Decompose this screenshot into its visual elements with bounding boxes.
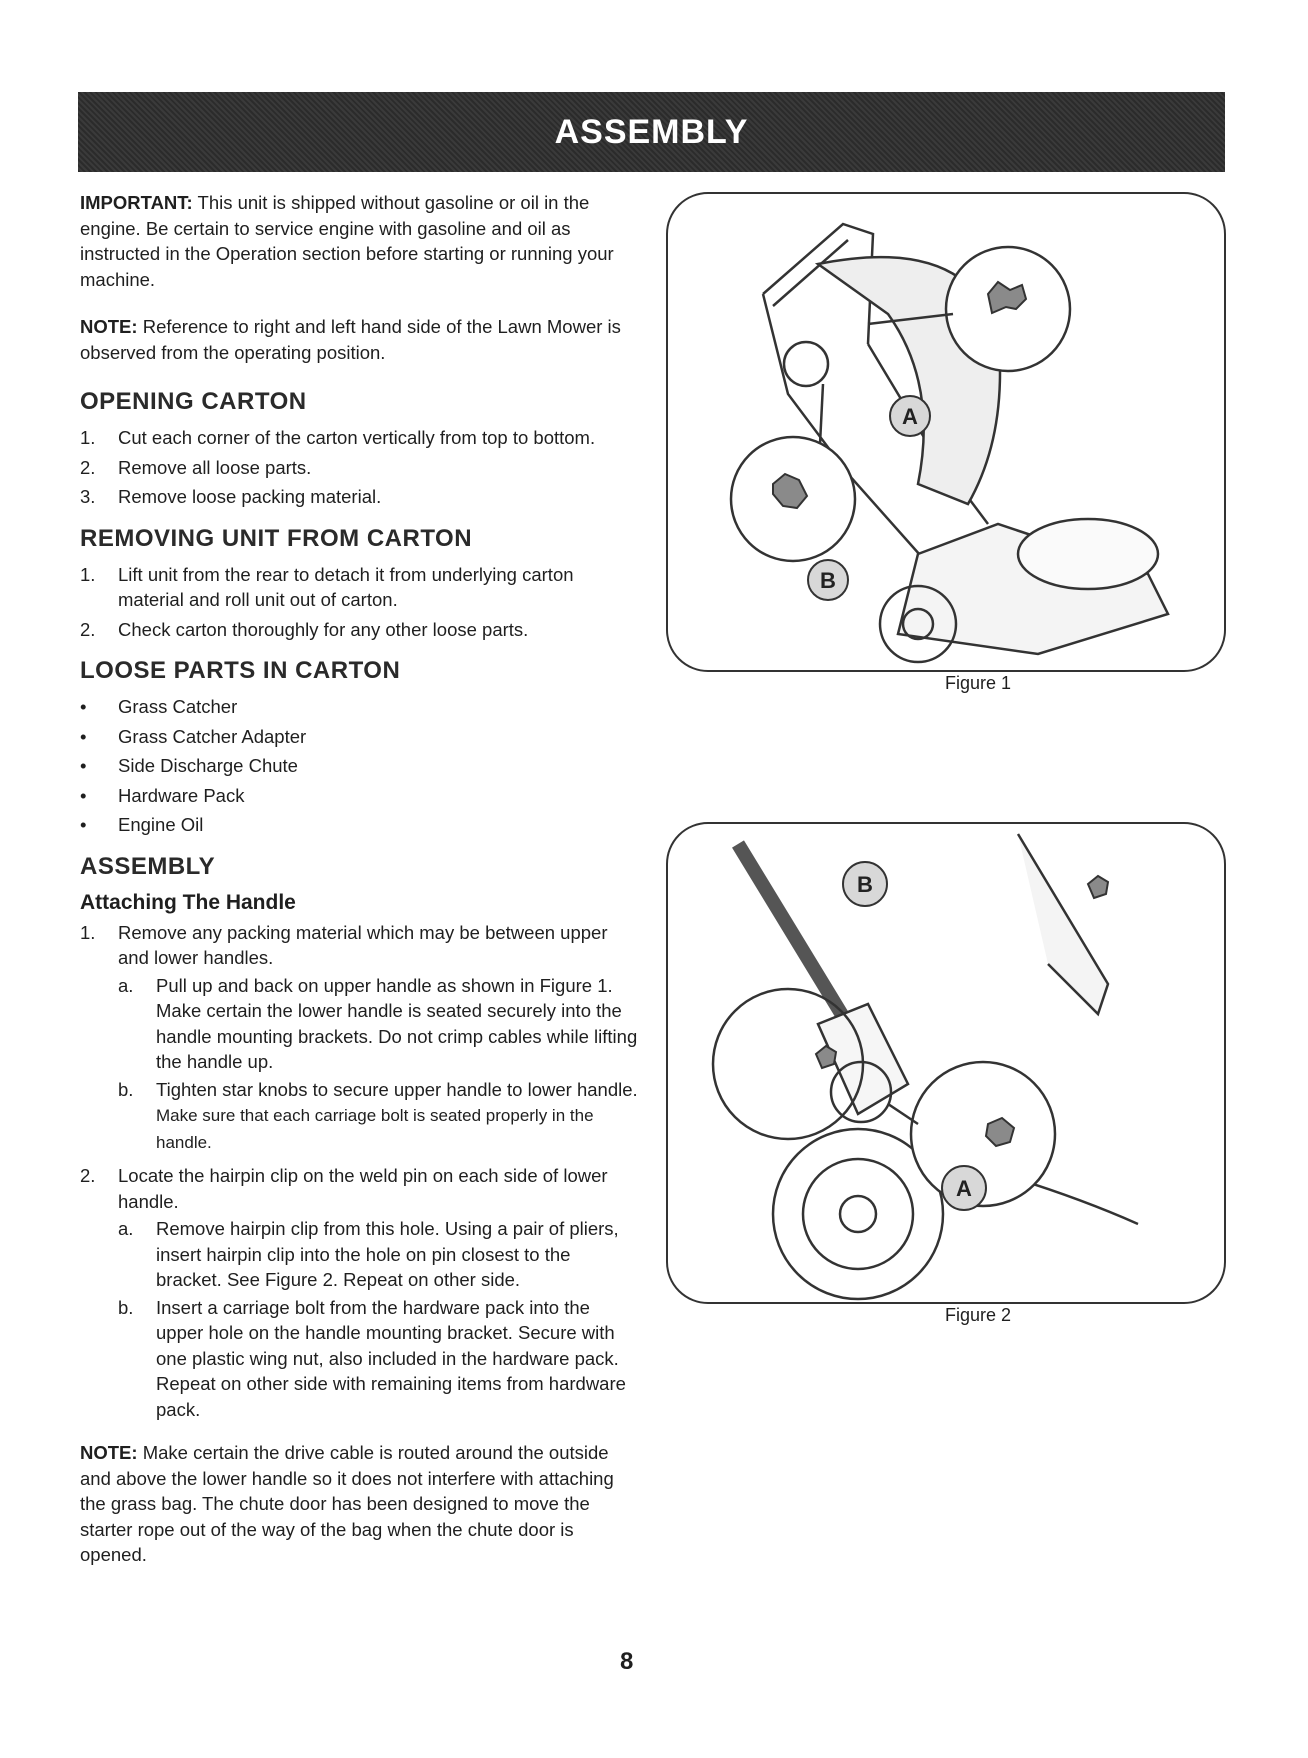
substep [118, 1077, 640, 1156]
sub-text-small: Make sure that each carriage bolt is seated properly in the handle. [156, 1106, 594, 1152]
important-text: This unit is shipped without gasoline or oil in the engine. Be certain to service engine with gasoline and oil as instructed in the Operation section before starting or running your machine. [80, 192, 614, 290]
list-text: Engine Oil [118, 814, 204, 835]
bullet: • [80, 755, 87, 776]
list-text: Hardware Pack [118, 784, 245, 806]
bullet: • [80, 725, 87, 747]
removing-heading: REMOVING UNIT FROM CARTON [80, 524, 473, 552]
opening-heading: OPENING CARTON [80, 388, 307, 415]
figure-1-caption: Figure 1 [944, 673, 1012, 693]
removing-list [80, 562, 640, 643]
sub-text: Pull up and back on upper handle as shown in Figure 1. Make certain the lower handle is seated securely into the handle mounting brackets. Do not crimp cables while lifting the handle up. [156, 974, 638, 1072]
list-text: Check carton thoroughly for any other loose parts. [118, 618, 529, 640]
substep [118, 973, 640, 1075]
list-text: Locate the hairpin clip on the weld pin on each side of lower handle. [118, 1165, 608, 1212]
figure-1-label-a: A [902, 404, 918, 429]
bullet: • [80, 696, 87, 717]
sub-marker: b. [118, 1296, 134, 1318]
note-text: Reference to right and left hand side of the Lawn Mower is observed from the operating position. [80, 316, 621, 363]
list-item [80, 617, 640, 643]
opening-list [80, 425, 640, 510]
step-2-substeps [118, 1216, 640, 1424]
list-text: Grass Catcher [118, 696, 238, 717]
substep [118, 1216, 640, 1293]
assembly-steps [80, 920, 640, 1427]
sub-text-group [156, 1077, 640, 1156]
list-marker: 2. [80, 456, 96, 478]
list-text: Cut each corner of the carton vertically from top to bottom. [118, 427, 596, 448]
attaching-handle-subheading: Attaching The Handle [80, 890, 296, 914]
figure-2-caption: Figure 2 [944, 1305, 1012, 1325]
page-number: 8 [620, 1648, 634, 1675]
figure-2-frame [666, 822, 1226, 1304]
note-paragraph [80, 314, 640, 365]
final-note-paragraph [80, 1440, 640, 1568]
figure-2-label-a: A [956, 1176, 972, 1201]
list-item [80, 425, 640, 451]
list-item [80, 783, 640, 809]
sub-marker: a. [118, 974, 134, 996]
loose-parts-heading: LOOSE PARTS IN CARTON [80, 657, 401, 684]
text-column [80, 190, 640, 1590]
list-marker: 2. [80, 618, 96, 640]
figure-2-label-b: B [857, 872, 873, 897]
sub-marker: b. [118, 1078, 134, 1100]
list-text: Lift unit from the rear to detach it from underlying carton material and roll unit out of carton. [118, 563, 574, 610]
note-label: NOTE: [80, 1442, 138, 1463]
list-item [80, 812, 640, 838]
bullet: • [80, 784, 87, 806]
figure-1-label-b: B [820, 568, 836, 593]
loose-parts-list [80, 694, 640, 838]
list-text: Remove all loose parts. [118, 456, 312, 478]
list-text: Remove any packing material which may be between upper and lower handles. [118, 921, 608, 968]
sub-text: Remove hairpin clip from this hole. Using a pair of pliers, insert hairpin clip into the hole on pin closest to the bracket. See Figure 2. Repeat on other side. [156, 1218, 619, 1290]
important-label: IMPORTANT: [80, 192, 193, 213]
list-text: Grass Catcher Adapter [118, 725, 307, 747]
list-item [80, 694, 640, 720]
list-marker: 2. [80, 1165, 96, 1186]
list-marker: 1. [80, 921, 96, 943]
list-marker: 1. [80, 563, 96, 585]
list-text: Side Discharge Chute [118, 755, 298, 776]
assembly-heading: ASSEMBLY [80, 852, 216, 880]
section-banner [78, 92, 1225, 172]
figure-1-illustration [668, 194, 1224, 670]
sub-marker: a. [118, 1218, 134, 1239]
list-item [80, 724, 640, 750]
step-2 [80, 1163, 640, 1426]
list-item [80, 562, 640, 613]
list-marker: 3. [80, 486, 96, 507]
step-1 [80, 920, 640, 1160]
banner-title: ASSEMBLY [554, 112, 749, 151]
list-text: Remove loose packing material. [118, 486, 382, 507]
list-marker: 1. [80, 427, 96, 448]
note-text: Make certain the drive cable is routed around the outside and above the lower handle so it does not interfere with attaching the grass bag. The chute door has been designed to move the starter rope out of the way of the bag when the chute door is opened. [80, 1442, 614, 1565]
step-1-substeps [118, 973, 640, 1158]
substep [118, 1295, 640, 1423]
important-paragraph [80, 190, 640, 292]
sub-text: Tighten star knobs to secure upper handle to lower handle. [156, 1078, 638, 1100]
list-item [80, 484, 640, 510]
bullet: • [80, 814, 87, 835]
list-item [80, 753, 640, 779]
sub-text: Insert a carriage bolt from the hardware pack into the upper hole on the handle mounting bracket. Secure with one plastic wing nut, also included in the hardware pack. Repeat on other side with remaining items from hardware pack. [156, 1296, 626, 1420]
list-item [80, 455, 640, 481]
note-label: NOTE: [80, 316, 138, 337]
figure-2-illustration [668, 824, 1224, 1302]
figure-1-frame [666, 192, 1226, 672]
